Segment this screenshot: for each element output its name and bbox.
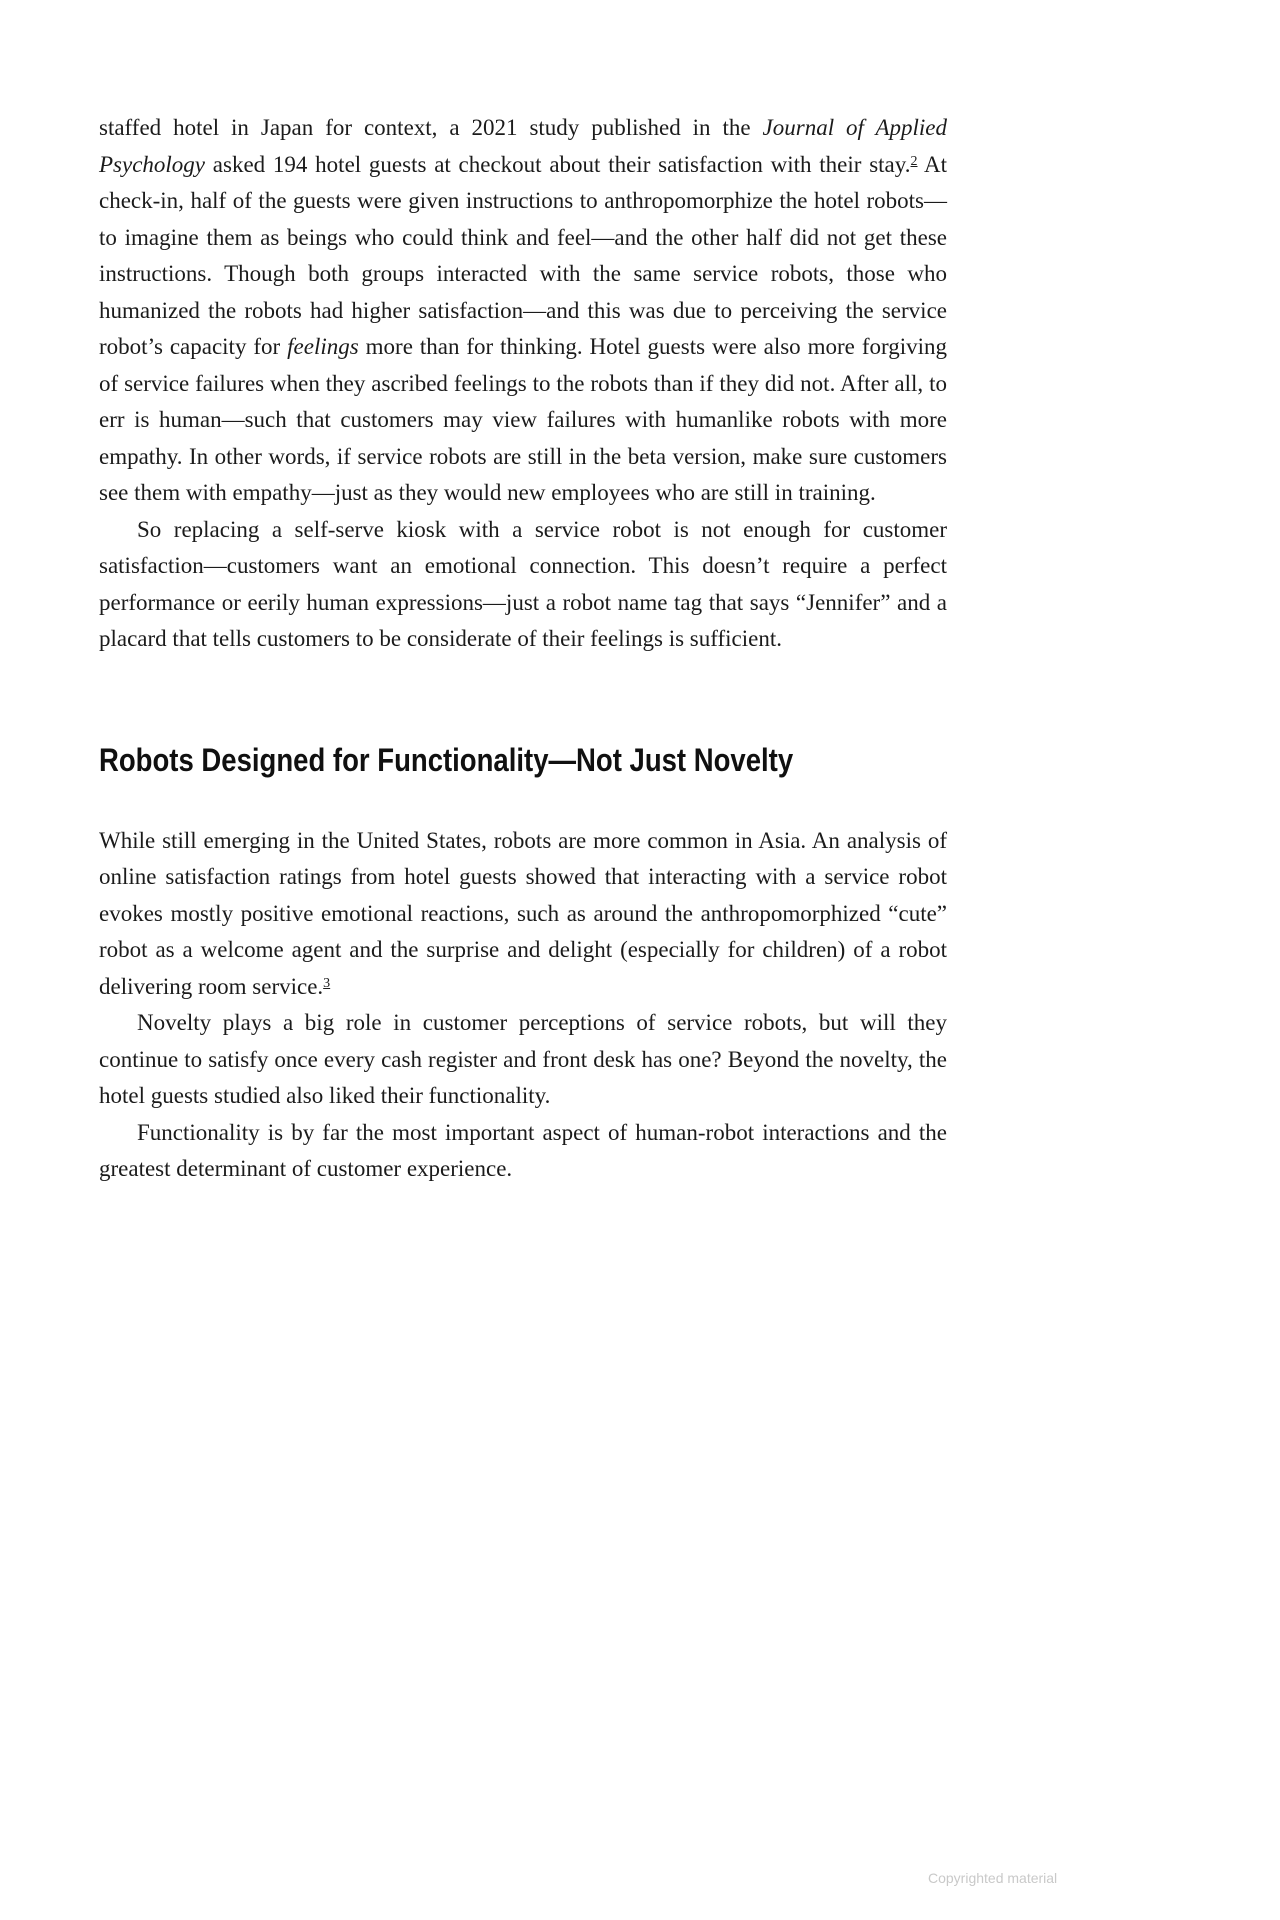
- text-run: While still emerging in the United States, robots are more common in Asia. An analysis of online satisfaction ratings from hotel guests showed that interacting with a service robot evokes mostly positive emotional reactions, such as around the anthropomorphized “cute” robot as a welcome agent and the surprise and delight (especially for children) of a robot delivering room service.: [99, 827, 947, 999]
- paragraph: [99, 823, 947, 1006]
- text-run: So replacing a self-serve kiosk with a service robot is not enough for customer satisfaction—customers want an emotional connection. This doesn’t require a perfect performance or eerily human expressions—just a robot name tag that says “Jennifer” and a placard that tells customers to be considerate of their feelings is sufficient.: [99, 516, 947, 651]
- text-run: Functionality is by far the most important aspect of human-robot interactions and the greatest determinant of customer experience.: [99, 1119, 947, 1181]
- text-run: asked 194 hotel guests at checkout about their satisfaction with their stay.: [205, 151, 911, 177]
- paragraph: [99, 1115, 947, 1188]
- page-content: [99, 110, 947, 1188]
- text-run: Novelty plays a big role in customer perceptions of service robots, but will they continue to satisfy once every cash register and front desk has one? Beyond the novelty, the hotel guests studied also liked their functionality.: [99, 1010, 947, 1108]
- italic-text: Journal of Applied Psychology: [99, 115, 948, 177]
- italic-text: feelings: [287, 334, 359, 359]
- paragraph: [99, 1005, 947, 1115]
- paragraph: [99, 110, 947, 512]
- paragraph: [99, 512, 947, 658]
- text-run: more than for thinking. Hotel guests were also more forgiving of service failures when they ascribed feelings to the robots than if they did not. After all, to err is human—such that customers may view failures with humanlike robots with more empathy. In other words, if service robots are still in the beta version, make sure customers see them with empathy—just as they would new employees who are still in training.: [99, 334, 947, 505]
- footnote-link[interactable]: 2: [910, 154, 918, 170]
- copyright-watermark: Copyrighted material: [928, 1870, 1058, 1886]
- footnote-link[interactable]: 3: [323, 976, 331, 992]
- text-run: At check-in, half of the guests were given instructions to anthropomorphize the hotel robots—to imagine them as beings who could think and feel—and the other half did not get these instructions. Though both groups interacted with the same service robots, those who humanized the robots had higher satisfaction—and this was due to perceiving the service robot’s capacity for: [99, 151, 947, 359]
- text-run: staffed hotel in Japan for context, a 2021 study published in the: [99, 115, 763, 140]
- section-heading: Robots Designed for Functionality—Not Just Novelty: [99, 741, 794, 778]
